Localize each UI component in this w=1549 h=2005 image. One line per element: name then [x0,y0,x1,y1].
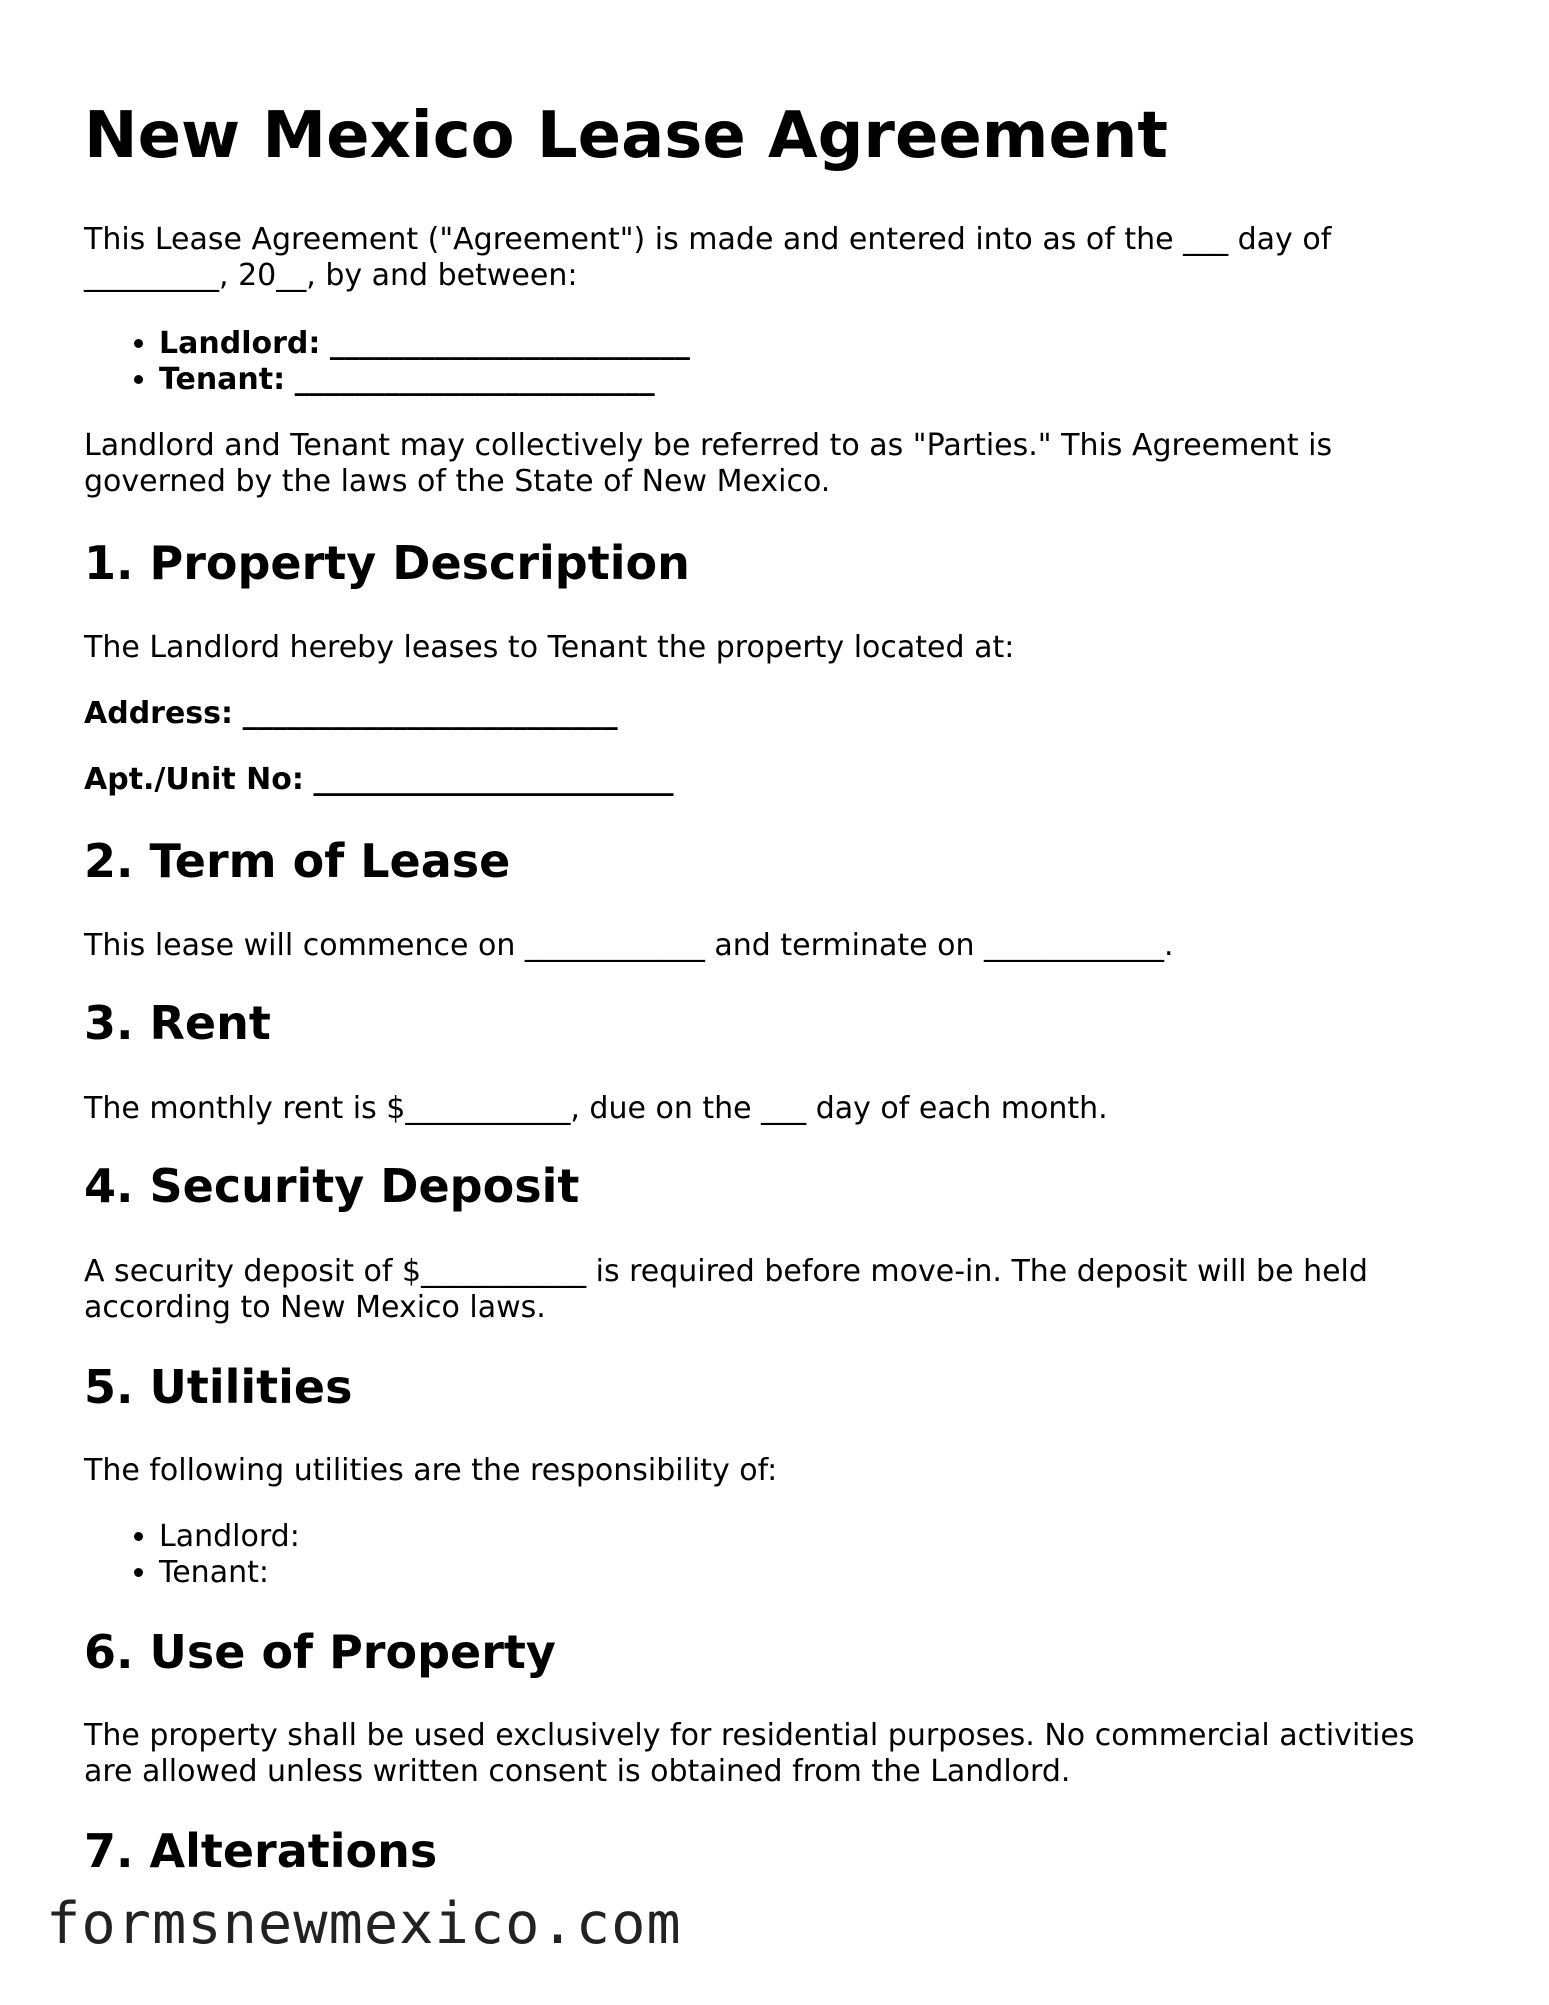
unit-blank: ________________________ [313,762,674,797]
tenant-label: Tenant: [159,362,286,397]
intro-line-2: _________, 20__, by and between: [84,258,578,293]
document-title: New Mexico Lease Agreement [84,99,1168,173]
section-heading-property: 1. Property Description [84,536,690,590]
landlord-blank: ________________________ [329,326,690,361]
list-item [159,362,690,398]
section-heading-utilities: 5. Utilities [84,1360,353,1414]
watermark-text: formsnewmexico.com [46,1891,682,1957]
list-item [159,326,690,362]
section-heading-term: 2. Term of Lease [84,834,511,888]
address-label: Address: [84,696,234,731]
section-heading-deposit: 4. Security Deposit [84,1159,580,1213]
utilities-text: The following utilities are the responsibility of: [84,1453,778,1488]
section-heading-rent: 3. Rent [84,996,271,1050]
property-text: The Landlord hereby leases to Tenant the property located at: [84,630,1015,665]
parties-list [84,326,690,398]
landlord-label: Landlord: [159,326,321,361]
section-heading-alterations: 7. Alterations [84,1824,438,1878]
intro-paragraph [84,222,1464,294]
rent-text: The monthly rent is $___________, due on the ___ day of each month. [84,1091,1108,1126]
address-blank: _________________________ [242,696,618,731]
section-heading-use: 6. Use of Property [84,1625,556,1679]
deposit-text: A security deposit of $___________ is required before move-in. The deposit will be held according to New Mexico laws. [84,1254,1368,1325]
list-item: • Tenant: [159,1555,300,1591]
term-text: This lease will commence on ____________ and terminate on ____________. [84,928,1174,963]
intro-line-1: This Lease Agreement ("Agreement") is made and entered into as of the ___ day of [84,222,1332,257]
use-text: The property shall be used exclusively for residential purposes. No commercial activities are allowed unless written consent is obtained from the Landlord. [84,1718,1415,1789]
unit-label: Apt./Unit No: [84,762,304,797]
tenant-blank: ________________________ [294,362,655,397]
parties-note: Landlord and Tenant may collectively be referred to as "Parties." This Agreement is governed by the laws of the State of New Mexico. [84,428,1333,499]
unit-line [84,762,673,798]
address-line [84,696,618,732]
list-item: • Landlord: [159,1519,300,1555]
utilities-list [84,1519,300,1591]
